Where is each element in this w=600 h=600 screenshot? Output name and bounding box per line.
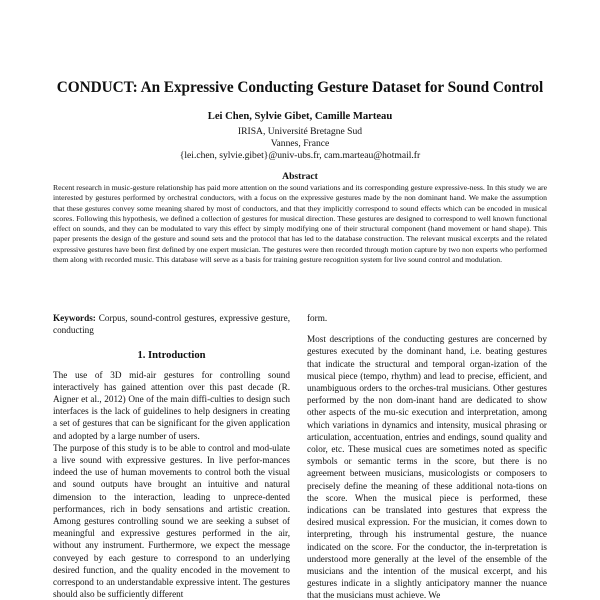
left-column (53, 312, 290, 600)
affiliation-location: Vannes, France (270, 138, 330, 149)
author-list: Lei Chen, Sylvie Gibet, Camille Marteau (207, 111, 393, 122)
continued-line: form. (307, 313, 328, 323)
section-heading-introduction: 1. Introduction (137, 350, 206, 362)
abstract-heading: Abstract (282, 171, 318, 182)
affiliation-emails: {lei.chen, sylvie.gibet}@univ-ubs.fr, cam.marteau@hotmail.fr (179, 150, 421, 161)
paragraph: The use of 3D mid-air gestures for controlling sound interactively has gained attention over this past decade (R. Aigner et al., 2012) One of the main diffi-culties to design such interfaces is the lack of guidelines to help designers in creating a set of gestures that can be significant for the given application and adopted by a large number of users. (53, 369, 290, 441)
keywords-label: Keywords: (53, 313, 96, 323)
keywords (53, 312, 290, 336)
abstract-text: Recent research in music-gesture relationship has paid more attention on the sound variations and its corresponding gesture expressive-ness. In this study we are interested by gestures performed by orchestral conductors, with a focus on the expressive gestures made by the non dominant hand. We make the assumption that these gestures convey some meaning shared by most of conductors, and that they implicitly correspond to sound effects which can be encoded in musical scores. Following this hypothesis, we defined a collection of gestures for musical direction. These gestures are designed to correspond to well known functional effect on sounds, and they can be modulated to vary this effect by simply modifying one of their structural component (hand movement or hand shape). This paper presents the design of the gesture and sound sets and the protocol that has led to the database construction. The relevant musical excerpts and the related expressive gestures have been first defined by one expert musician. The gestures were then recorded through motion capture by two non experts who performed them along with recorded music. This database will serve as a basis for training gesture recognition system for live sound control and modulation. (53, 183, 547, 265)
right-column (307, 312, 547, 600)
paragraph: Most descriptions of the conducting gestures are concerned by gestures executed by the dominant hand, i.e. beating gestures that indicate the structural and temporal organ-ization of the musical piece (tempo, rhythm) and lead to precise, efficient, and unambiguous orders to the orches-tral musicians. Other gestures performed by the non dom-inant hand are dedicated to show other aspects of the mu-sic execution and interpretation, among which variations in dynamics and intensity, musical phrasing or articulation, accentuation, entries and endings, sound quality and color, etc. These musical cues are sometimes noted as specific symbols or semantic terms in the score, but there is no agreement between musicians, musicologists or composers to precisely define the meaning of these additional nota-tions on the score. When the musical piece is performed, these indications can be translated into gestures that express the desired musical expression. For the musician, it comes down to interpreting, through his instrumental gesture, the nuance indicated on the score. For the conductor, the in-terpretation is understood more generally at the level of the ensemble of the musicians and the intention of the musical excerpt, and his gestures indicate in a slightly anticipatory manner the nuance that the musicians must achieve. We (307, 334, 547, 600)
paper-title: CONDUCT: An Expressive Conducting Gesture Dataset for Sound Control (56, 79, 544, 96)
affiliation-institution: IRISA, Université Bretagne Sud (237, 126, 363, 137)
paragraph: The purpose of this study is to be able to control and mod-ulate a live sound with expressive gestures. In live perfor-mances indeed the use of human movements to control both the visual and sound outputs have brought an intuitive and natural dimension to the interaction, leading to unprece-dented performances, rich in body sensations and artistic creation. Among gestures controlling sound we are seeking a subset of meaningful and expressive gestures performed in the air, without any instrument. Furthermore, we expect the message conveyed by each gesture to correspond to an underlying desired function, and the quality encoded in the movement to correspond to an understandable expressive intent. The gestures should also be sufficiently different (53, 442, 290, 600)
keywords-text: Corpus, sound-control gestures, expressive gesture, conducting (53, 313, 290, 336)
